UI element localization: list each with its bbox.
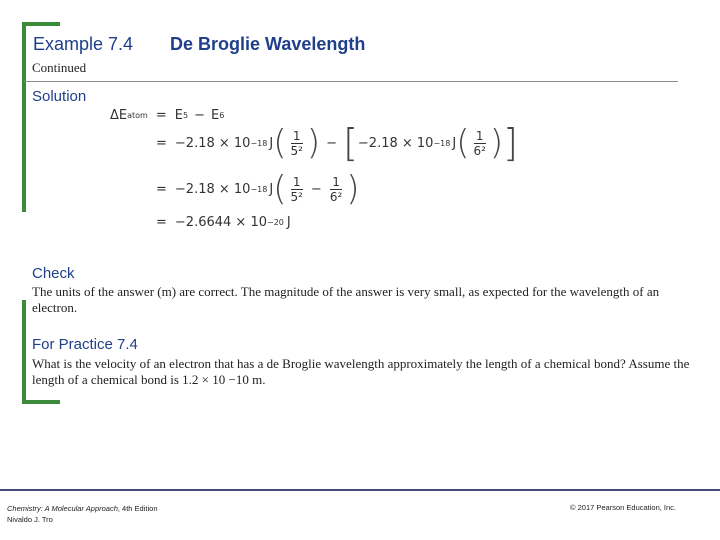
frame-bracket-left-top bbox=[22, 22, 26, 212]
paren-open: ( bbox=[456, 123, 470, 163]
practice-text: What is the velocity of an electron that has a de Broglie wavelength approximately the length of a chemical bond? Assume the length of a chemical bond is 1.2 × 10 −10 m. bbox=[32, 356, 690, 387]
eq-lhs-sub: atom bbox=[127, 111, 148, 120]
footer-citation bbox=[7, 503, 157, 525]
frac-den: 5² bbox=[290, 189, 303, 204]
eq-exp: −18 bbox=[250, 184, 268, 194]
fraction-1-over-5sq bbox=[288, 129, 304, 158]
frame-bracket-top bbox=[22, 22, 60, 26]
eq-result-coef: −2.6644 × 10 bbox=[174, 215, 267, 230]
paren-open: ( bbox=[273, 123, 287, 163]
frac-num: 1 bbox=[292, 174, 301, 189]
frame-bracket-left-bottom bbox=[22, 300, 26, 404]
frac-num: 1 bbox=[332, 174, 340, 189]
eq-exp: −18 bbox=[433, 138, 451, 148]
check-heading: Check bbox=[32, 265, 75, 282]
eq-minus: − bbox=[194, 108, 205, 123]
practice-heading: For Practice 7.4 bbox=[32, 336, 138, 353]
paren-close: ) bbox=[306, 123, 321, 163]
equation-line-1 bbox=[110, 108, 224, 123]
footer-divider bbox=[0, 489, 720, 491]
eq-sign: = bbox=[156, 135, 167, 151]
frac-den: 6² bbox=[473, 143, 486, 158]
eq-unit: J bbox=[286, 215, 291, 230]
eq-sign: = bbox=[156, 181, 167, 197]
eq-coef: −2.18 × 10 bbox=[357, 135, 434, 151]
solution-heading: Solution bbox=[32, 88, 87, 105]
paren-open: ( bbox=[273, 169, 287, 209]
equation-line-2 bbox=[156, 121, 518, 165]
frac-num: 1 bbox=[292, 128, 301, 143]
equation-line-4 bbox=[156, 215, 291, 230]
eq-e5: E bbox=[174, 108, 183, 123]
eq-unit: J bbox=[452, 135, 457, 151]
check-text: The units of the answer (m) are correct. The magnitude of the answer is very small, as expected for the wavelength of an electron. bbox=[32, 284, 660, 315]
footer-author: Nivaldo J. Tro bbox=[7, 515, 53, 524]
frac-num: 1 bbox=[475, 128, 484, 143]
fraction-1-over-6sq bbox=[328, 175, 344, 204]
fraction-1-over-5sq bbox=[288, 175, 304, 204]
eq-unit: J bbox=[269, 135, 274, 151]
equation-line-3 bbox=[156, 169, 360, 209]
frac-den: 6² bbox=[329, 189, 343, 204]
continued-label: Continued bbox=[32, 60, 87, 75]
eq-coef: −2.18 × 10 bbox=[174, 135, 251, 151]
eq-minus: − bbox=[310, 181, 322, 197]
bracket-close: ] bbox=[503, 121, 518, 165]
eq-e6: E bbox=[210, 108, 220, 123]
example-number: Example 7.4 bbox=[33, 34, 134, 54]
eq-sign: = bbox=[156, 215, 167, 230]
footer-copyright: © 2017 Pearson Education, Inc. bbox=[570, 503, 677, 512]
eq-sign: = bbox=[155, 108, 167, 123]
eq-lhs: ΔE bbox=[110, 108, 128, 123]
bracket-open: [ bbox=[343, 121, 358, 165]
footer-book-title: Chemistry: A Molecular Approach bbox=[7, 504, 118, 513]
eq-e5-sub: 5 bbox=[182, 111, 189, 120]
eq-result-exp: −20 bbox=[267, 218, 284, 227]
page-title: De Broglie Wavelength bbox=[170, 34, 366, 54]
eq-unit: J bbox=[269, 181, 274, 197]
footer-edition: , 4th Edition bbox=[117, 504, 158, 513]
fraction-1-over-6sq bbox=[471, 129, 487, 158]
header-divider bbox=[24, 81, 678, 82]
paren-close: ) bbox=[346, 169, 360, 209]
frac-den: 5² bbox=[290, 143, 303, 158]
frame-bracket-bottom bbox=[22, 400, 60, 404]
eq-coef: −2.18 × 10 bbox=[174, 181, 251, 197]
eq-e6-sub: 6 bbox=[219, 111, 225, 120]
paren-close: ) bbox=[489, 123, 504, 163]
eq-minus: − bbox=[326, 135, 338, 151]
eq-exp: −18 bbox=[250, 138, 268, 148]
